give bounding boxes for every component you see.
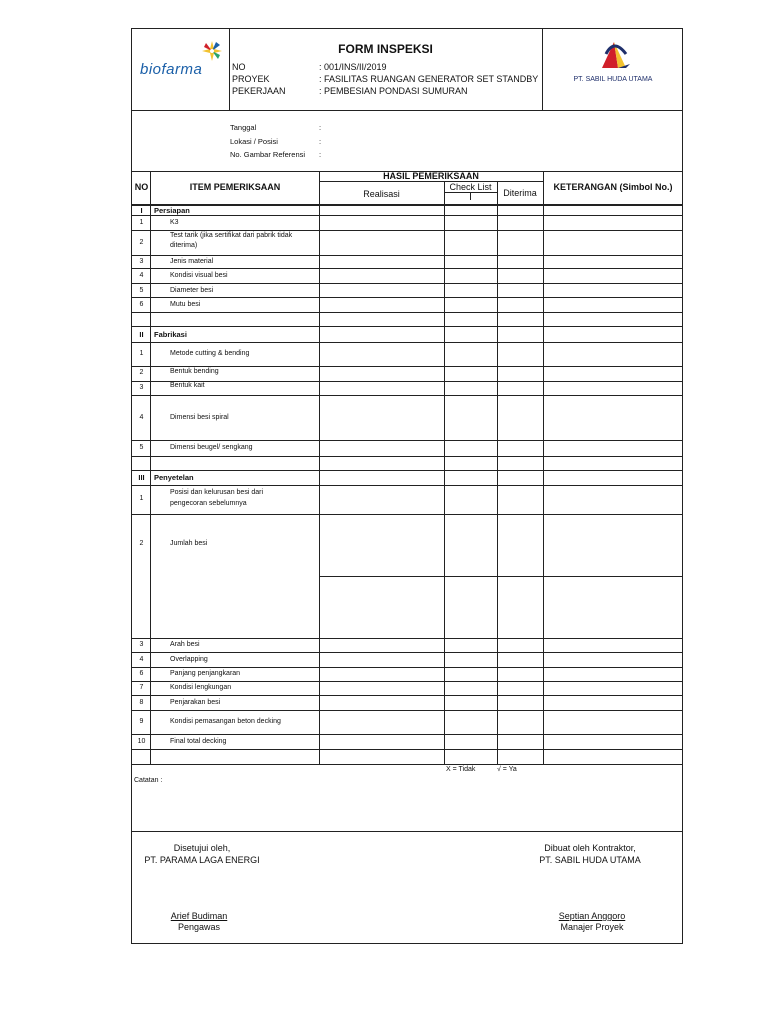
col-item-header: ITEM PEMERIKSAAN <box>189 182 281 192</box>
item-text: Jumlah besi <box>170 540 208 547</box>
item-no: 1 <box>139 495 144 502</box>
row-line <box>132 638 682 639</box>
item-no: 10 <box>137 738 146 745</box>
row-line-partial <box>319 576 683 577</box>
item-text: Arah besi <box>170 641 200 648</box>
item-text: Dimensi beugel/ sengkang <box>170 444 253 451</box>
item-no: 5 <box>139 287 144 294</box>
item-text: Dimensi besi spiral <box>170 414 229 421</box>
right-sign-name <box>552 911 632 921</box>
section-title: Fabrikasi <box>154 330 187 339</box>
pekerjaan-value: : PEMBESIAN PONDASI SUMURAN <box>319 86 468 96</box>
right-sign-role: Manajer Proyek <box>560 922 624 932</box>
item-text-line2: diterima) <box>170 242 198 249</box>
lokasi-colon: : <box>319 137 322 146</box>
hasil-under-line <box>319 181 543 182</box>
item-text: Test tarik (jika sertifikat dari pabrik tidak <box>170 232 293 239</box>
row-line <box>132 326 682 327</box>
row-line <box>132 681 682 682</box>
left-sign-company: PT. PARAMA LAGA ENERGI <box>144 855 260 865</box>
right-sign-company: PT. SABIL HUDA UTAMA <box>539 855 641 865</box>
sabil-huda-logo-text: PT. SABIL HUDA UTAMA <box>573 76 653 83</box>
no-value: : 001/INS/II/2019 <box>319 62 387 72</box>
gambar-colon: : <box>319 150 322 159</box>
table-header-bottom-line <box>132 204 682 206</box>
item-no: 7 <box>139 684 144 691</box>
left-sign-caption: Disetujui oleh, <box>173 843 231 853</box>
item-text: Kondisi lengkungan <box>170 684 232 691</box>
item-no: 6 <box>139 301 144 308</box>
section-roman: III <box>138 473 145 482</box>
item-no: 4 <box>139 414 144 421</box>
biofarma-logo <box>138 39 228 79</box>
sabil-huda-logo <box>544 34 682 94</box>
right-sign-name-text: Septian Anggoro <box>558 911 626 921</box>
row-line <box>132 297 682 298</box>
col-hasil-header: HASIL PEMERIKSAAN <box>383 171 479 181</box>
item-no: 6 <box>139 670 144 677</box>
legend-tidak: X = Tidak <box>446 766 476 773</box>
section-roman: II <box>139 330 144 339</box>
catatan-bottom-line <box>132 831 682 832</box>
item-no: 1 <box>139 219 144 226</box>
inspection-form <box>131 28 683 944</box>
row-line <box>132 342 682 343</box>
item-no: 1 <box>139 350 144 357</box>
row-line <box>132 514 682 515</box>
no-label: NO <box>232 62 246 72</box>
item-no: 3 <box>139 258 144 265</box>
row-line <box>132 268 682 269</box>
item-text: Bentuk kait <box>170 382 205 389</box>
proyek-value: : FASILITAS RUANGAN GENERATOR SET STANDBY <box>319 74 539 84</box>
item-no: 9 <box>139 718 144 725</box>
col-line-item <box>319 171 320 765</box>
col-diterima-header: Diterima <box>503 188 537 198</box>
section-roman: I <box>140 206 143 215</box>
row-line <box>132 710 682 711</box>
col-line-diterima <box>543 171 544 765</box>
row-line <box>132 440 682 441</box>
item-text: Final total decking <box>170 738 227 745</box>
item-no: 3 <box>139 641 144 648</box>
row-line <box>132 667 682 668</box>
catatan-label: Catatan : <box>134 777 163 784</box>
header-bottom-line <box>132 110 682 111</box>
checklist-tick-mark <box>470 193 471 200</box>
item-no: 8 <box>139 699 144 706</box>
row-line <box>132 230 682 231</box>
col-realisasi-header: Realisasi <box>363 189 400 199</box>
row-line <box>132 695 682 696</box>
table-bottom-line <box>132 764 682 765</box>
item-text: K3 <box>170 219 179 226</box>
item-text: Metode cutting & bending <box>170 350 250 357</box>
item-text: Bentuk bending <box>170 368 219 375</box>
item-text: Kondisi pemasangan beton decking <box>170 718 281 725</box>
item-no: 4 <box>139 656 144 663</box>
row-line <box>132 470 682 471</box>
row-line <box>132 283 682 284</box>
item-no: 4 <box>139 272 144 279</box>
form-title: FORM INSPEKSI <box>338 42 433 56</box>
row-line <box>132 652 682 653</box>
row-line <box>132 215 682 216</box>
item-text: Panjang penjangkaran <box>170 670 241 677</box>
col-no-header: NO <box>134 182 149 192</box>
item-no: 2 <box>139 239 144 246</box>
col-checklist-header: Check List <box>449 182 492 192</box>
legend-ya: √ = Ya <box>497 766 517 773</box>
left-sign-name-text: Arief Budiman <box>170 911 228 921</box>
item-no: 3 <box>139 384 144 391</box>
section-title: Persiapan <box>154 206 190 215</box>
item-text: Jenis material <box>170 258 214 265</box>
header-divider-right <box>542 29 543 111</box>
col-keterangan-header: KETERANGAN (Simbol No.) <box>553 182 673 192</box>
row-line <box>132 255 682 256</box>
item-text: Penjarakan besi <box>170 699 221 706</box>
item-text: Kondisi visual besi <box>170 272 228 279</box>
left-sign-name <box>162 911 236 921</box>
row-line <box>132 381 682 382</box>
item-no: 5 <box>139 444 144 451</box>
sabil-huda-emblem-icon <box>544 34 682 76</box>
right-sign-caption: Dibuat oleh Kontraktor, <box>544 843 636 853</box>
row-line <box>132 734 682 735</box>
row-line <box>132 749 682 750</box>
row-line <box>132 456 682 457</box>
item-text-line2: pengecoran sebelumnya <box>170 500 247 507</box>
pekerjaan-label: PEKERJAAN <box>232 86 286 96</box>
tanggal-colon: : <box>319 123 322 132</box>
item-text: Mutu besi <box>170 301 201 308</box>
biofarma-logo-text: biofarma <box>140 61 203 78</box>
lokasi-label: Lokasi / Posisi <box>230 137 278 146</box>
item-no: 2 <box>139 540 144 547</box>
item-text: Posisi dan kelurusan besi dari <box>170 489 263 496</box>
left-sign-role: Pengawas <box>177 922 221 932</box>
item-no: 2 <box>139 369 144 376</box>
row-line <box>132 485 682 486</box>
gambar-label: No. Gambar Referensi <box>230 150 306 159</box>
tanggal-label: Tanggal <box>230 123 257 132</box>
section-title: Penyetelan <box>154 473 194 482</box>
row-line <box>132 312 682 313</box>
row-line <box>132 395 682 396</box>
item-text: Overlapping <box>170 656 208 663</box>
item-text: Diameter besi <box>170 287 214 294</box>
proyek-label: PROYEK <box>232 74 270 84</box>
row-line <box>132 366 682 367</box>
